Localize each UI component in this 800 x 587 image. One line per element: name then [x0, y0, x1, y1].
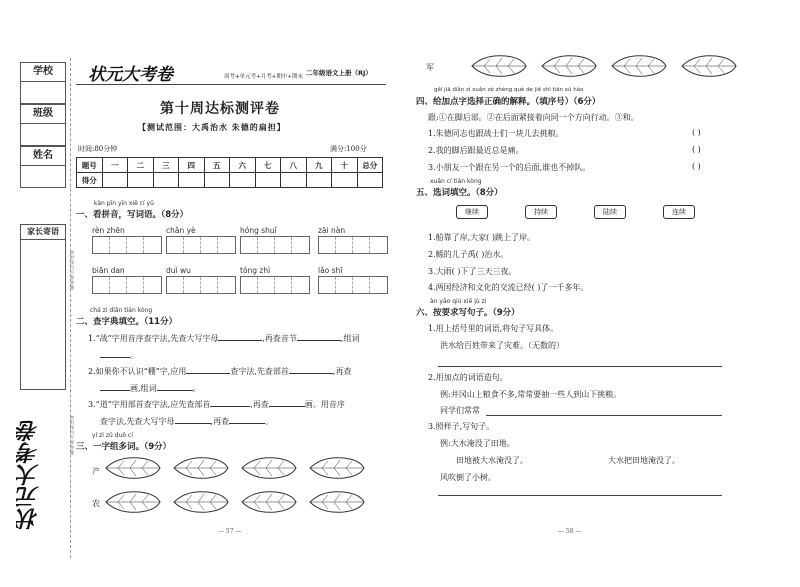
s6-q2-answer[interactable]	[486, 415, 722, 416]
s6-q3-c: 风吹倒了小树。	[440, 473, 496, 482]
score-cell[interactable]	[230, 173, 256, 188]
s1-word-pinyin: biān dan	[92, 266, 125, 275]
s5-q4: 4.两国经济和文化的交流已经( )了一千多年。	[428, 283, 589, 292]
word-leaf[interactable]	[540, 54, 598, 78]
s1-word-pinyin: hóng shuǐ	[240, 226, 277, 235]
s2-q1-cont: 。	[100, 350, 138, 361]
score-header-cell: 五	[204, 158, 230, 173]
score-header-cell: 十	[332, 158, 358, 173]
jun-char: 军	[426, 63, 434, 72]
score-header-cell: 三	[153, 158, 179, 173]
s4-answer-3[interactable]: ( )	[692, 162, 701, 171]
grade-badge: 二年级语文上册（RJ）	[306, 69, 372, 77]
class-label: 班级	[20, 104, 66, 124]
s2-title: 二、查字典填空。（11分）	[76, 317, 178, 327]
s1-answer-grid[interactable]	[166, 236, 236, 254]
score-header-cell: 七	[255, 158, 281, 173]
word-leaf[interactable]	[308, 456, 366, 480]
s3-pinyin: yí zì zǔ duō cí	[92, 432, 133, 439]
s3-title: 三、一字组多词。（9分）	[76, 442, 172, 452]
word-leaf[interactable]	[610, 54, 668, 78]
full-score: 满分:100分	[330, 145, 367, 153]
s2-pinyin: chá zì diǎn tián kòng	[90, 307, 153, 314]
score-cell[interactable]	[179, 173, 205, 188]
s1-word-pinyin: duì wu	[166, 266, 191, 275]
s4-answer-2[interactable]: ( )	[692, 145, 701, 154]
score-header-cell: 二	[128, 158, 154, 173]
s1-answer-grid[interactable]	[318, 236, 388, 254]
page-number-right: — 58 —	[558, 528, 582, 535]
word-leaf[interactable]	[240, 456, 298, 480]
score-header-cell: 四	[179, 158, 205, 173]
s2-q1: 1.“战”字用音序查字法,先查大写字母 ,再查音节 ,组词	[88, 334, 360, 343]
school-label: 学校	[20, 62, 66, 82]
s5-q1: 1.船靠了岸,大家( )跳上了岸。	[428, 233, 535, 242]
word-leaf[interactable]	[104, 456, 162, 480]
school-field[interactable]	[20, 82, 66, 104]
score-header-cell: 六	[230, 158, 256, 173]
score-cell[interactable]	[357, 173, 383, 188]
s1-answer-grid[interactable]	[92, 236, 162, 254]
s6-q3: 3.照样子,写句子。	[428, 422, 495, 431]
score-cell[interactable]	[255, 173, 281, 188]
s3-char-chan: 产	[92, 467, 100, 476]
s6-q3-answer[interactable]	[438, 495, 722, 496]
s1-word-pinyin: rèn zhēn	[92, 226, 125, 235]
word-luxu[interactable]: 陆续	[594, 205, 626, 219]
s4-q1: 1.朱德同志也跟战士们一块儿去挑粮。	[428, 129, 564, 138]
s6-q1-answer[interactable]	[438, 366, 722, 367]
s6-title: 六、按要求写句子。（9分）	[416, 308, 520, 318]
s1-answer-grid[interactable]	[318, 276, 388, 294]
s1-title: 一、看拼音，写词语。（8分）	[76, 210, 189, 220]
word-leaf[interactable]	[172, 456, 230, 480]
s5-pinyin: xuǎn cí tián kòng	[430, 178, 482, 185]
s1-word-pinyin: tóng zhì	[240, 266, 271, 275]
page-number-left: — 57 —	[218, 528, 242, 535]
score-cell[interactable]	[153, 173, 179, 188]
class-field[interactable]	[20, 124, 66, 146]
s4-pinyin: gěi jiā diǎn zì xuǎn zé zhèng què de jiě shì tián xù hào	[434, 87, 584, 93]
score-table	[76, 157, 383, 188]
s2-q3: 3.“道”字用部首查字法,应先查部首 ,再查 画。用音序	[88, 400, 345, 409]
s1-word-pinyin: zāi nàn	[318, 226, 346, 235]
s5-q3: 3.大雨( )下了三天三夜。	[428, 267, 517, 276]
score-cell[interactable]	[281, 173, 307, 188]
word-leaf[interactable]	[240, 490, 298, 514]
s1-word-pinyin: lǎo shī	[318, 266, 343, 275]
s4-answer-1[interactable]: ( )	[692, 128, 701, 137]
s6-q3-a: 田地被大水淹没了。	[456, 456, 528, 465]
s2-q2: 2.如果你不认识“棚”字,应用 查字法,先查部首 ,再查	[88, 367, 352, 376]
score-cell[interactable]	[204, 173, 230, 188]
score-cell[interactable]	[306, 173, 332, 188]
test-scope: 【测试范围：大禹治水 朱德的扁担】	[138, 122, 286, 132]
seal-note-top: 密封线内不要答题	[70, 250, 74, 290]
word-leaf[interactable]	[680, 54, 738, 78]
s1-answer-grid[interactable]	[240, 276, 310, 294]
s6-pinyin: àn yāo qiú xiě jù zi	[430, 298, 487, 305]
parent-sign-field[interactable]	[20, 240, 66, 390]
word-jixu[interactable]: 继续	[456, 205, 488, 219]
s1-answer-grid[interactable]	[240, 236, 310, 254]
time-limit: 时间:80分钟	[78, 145, 118, 153]
score-cell[interactable]	[128, 173, 154, 188]
s1-pinyin: kàn pīn yīn xiě cí yǔ	[94, 200, 154, 207]
s6-q2-example: 例:井冈山上粮食不多,常常要抽一些人到山下挑粮。	[440, 390, 622, 399]
s1-answer-grid[interactable]	[92, 276, 162, 294]
word-leaf[interactable]	[470, 54, 528, 78]
seal-line	[70, 58, 71, 558]
score-cell[interactable]	[332, 173, 358, 188]
score-cell[interactable]	[102, 173, 128, 188]
seal-note-bottom: 密封线内不要答题	[70, 415, 74, 455]
name-label: 姓名	[20, 146, 66, 166]
score-header-cell: 总分	[357, 158, 383, 173]
s6-q3-b: 大水把田地淹没了。	[608, 456, 680, 465]
s6-q1-example: 洪水给百姓带来了灾难。（无数的）	[440, 341, 564, 350]
word-leaf[interactable]	[104, 490, 162, 514]
s6-q3-example: 例:大水淹没了田地。	[440, 439, 515, 448]
s4-q2: 2.我的脚后跟最近总是痛。	[428, 146, 524, 155]
score-header-label: 题号	[77, 158, 103, 173]
parent-sign-label: 家长寄语	[20, 224, 66, 240]
s5-q2: 2.鲧的儿子禹( )治水。	[428, 250, 509, 259]
name-field[interactable]	[20, 166, 66, 188]
s6-q2-prompt: 同学们常常	[440, 406, 480, 415]
word-chixu[interactable]: 持续	[525, 205, 557, 219]
word-lianxu[interactable]: 连续	[663, 205, 695, 219]
logo: 状元大考卷	[88, 65, 173, 85]
s5-title: 五、选词填空。（8分）	[416, 188, 503, 198]
s4-q3: 3.小朋友一个跟在另一个的后面,谁也不掉队。	[428, 163, 591, 172]
s2-q2-cont: 画,组词 。	[100, 383, 201, 394]
s1-word-pinyin: chǎn yè	[166, 226, 196, 235]
s1-answer-grid[interactable]	[166, 276, 236, 294]
s6-q2: 2.用加点的词语造句。	[428, 373, 508, 382]
score-header-cell: 八	[281, 158, 307, 173]
s4-options: 跟:①在脚后部。②在后面紧接着向同一个方向行动。③和。	[428, 113, 639, 122]
brand-subtitle: 周考+单元考+月考+期中+期末	[224, 74, 303, 80]
page-title: 第十周达标测评卷	[160, 101, 280, 117]
score-header-cell: 九	[306, 158, 332, 173]
s3-char-nong: 农	[92, 499, 100, 508]
s6-q1: 1.用上括号里的词语,将句子写具体。	[428, 324, 559, 333]
s4-title: 四、给加点字选择正确的解释。（填序号）（6分）	[416, 97, 601, 107]
side-logo: 状元大考卷	[17, 420, 42, 530]
header-rule	[76, 84, 386, 85]
score-row-label: 得分	[77, 173, 103, 188]
score-header-cell: 一	[102, 158, 128, 173]
s2-q3-cont: 查字法,先查大写字母 ,再查 。	[100, 417, 274, 426]
word-leaf[interactable]	[172, 490, 230, 514]
word-leaf[interactable]	[308, 490, 366, 514]
